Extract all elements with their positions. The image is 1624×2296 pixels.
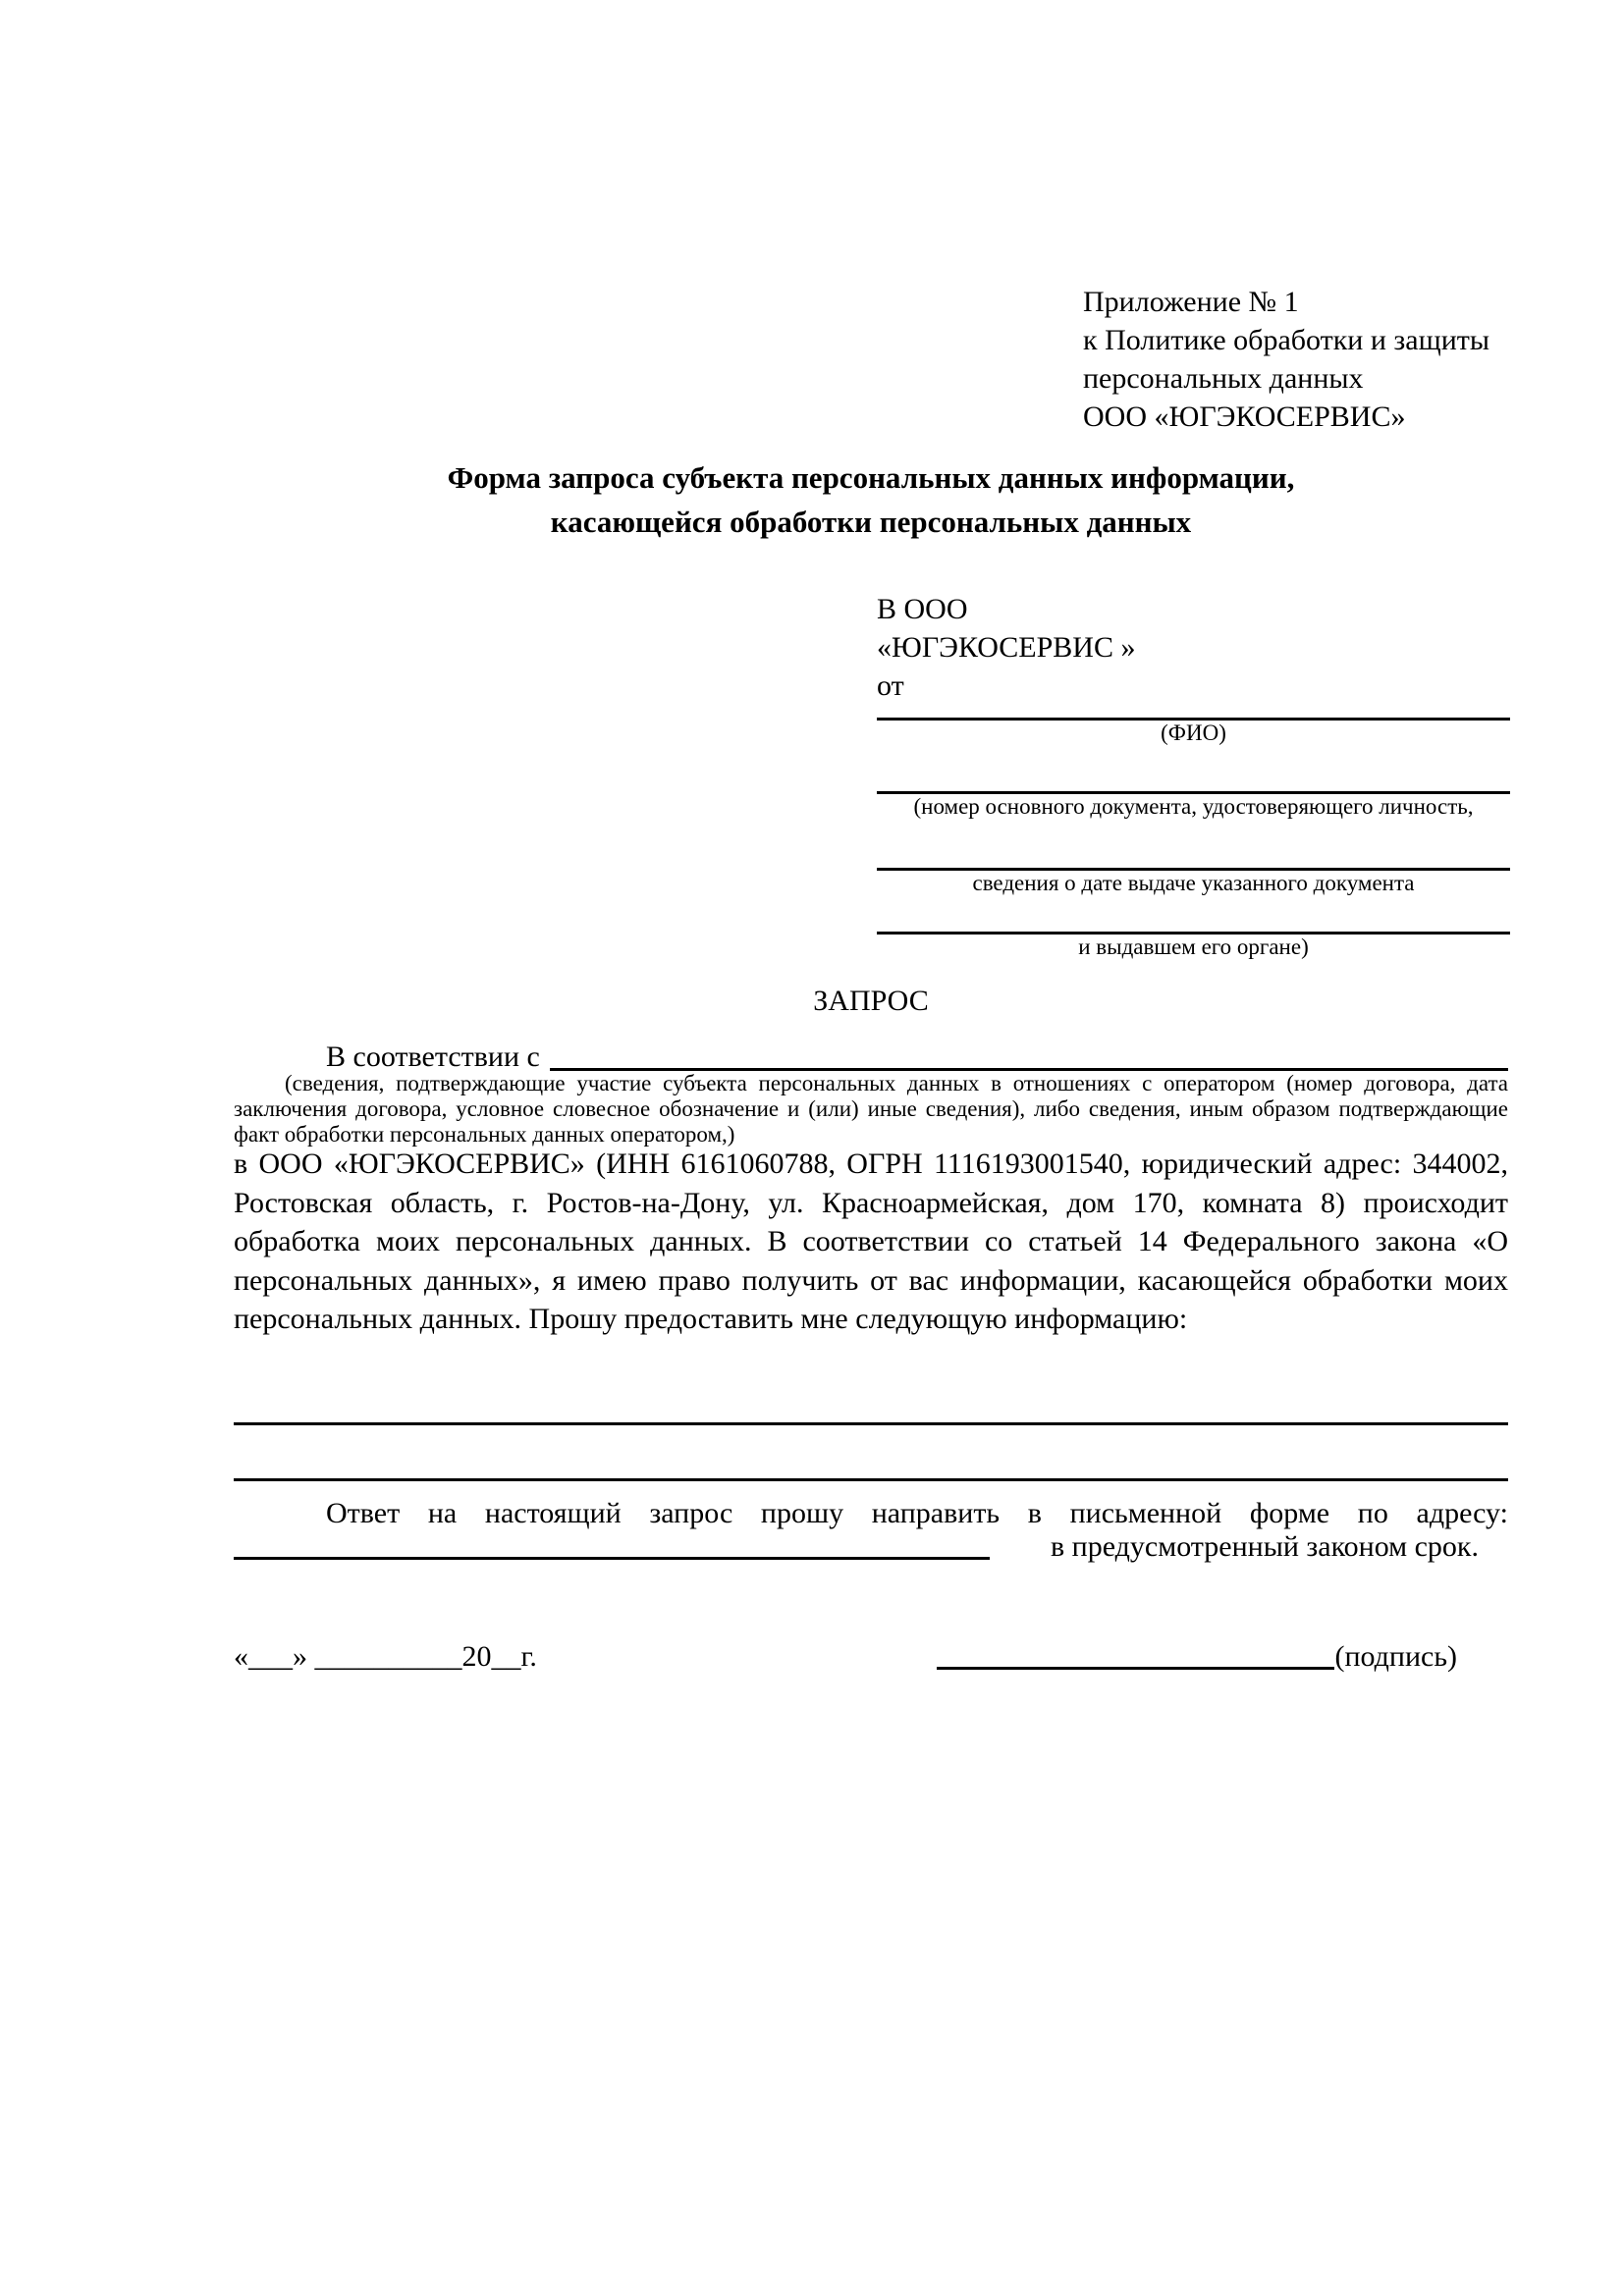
signature-blank-line (937, 1667, 1334, 1670)
addressee-block (877, 590, 1510, 960)
date-blank: «___» __________20__г. (234, 1640, 537, 1673)
body-paragraph: в ООО «ЮГЭКОСЕРВИС» (ИНН 6161060788, ОГРН 1116193001540, юридический адрес: 344002, Ростовская область, г. Ростов-на-Дону, ул. Красноармейская, дом 170, комната 8) происходит обработка моих персональных данных. В соответствии со статьей 14 Федерального закона «О персональных данных», я имею право получить от вас информации, касающейся обработки моих персональных данных. Прошу предоставить мне следующую информацию: (234, 1148, 1508, 1335)
intro-blank-line (550, 1038, 1508, 1071)
annex-line-1: Приложение № 1 (1083, 286, 1299, 318)
document-title-line-2: касающейся обработки персональных данных (550, 505, 1192, 539)
annex-line-4: ООО «ЮГЭКОСЕРВИС» (1083, 400, 1406, 433)
addressee-to-line-1: В ООО (877, 593, 968, 625)
footer-row (234, 1637, 1508, 1677)
intro-prefix: В соответствии с (326, 1041, 540, 1073)
fio-blank-line (877, 705, 1510, 721)
intro-caption: (сведения, подтверждающие участие субъекта персональных данных в отношениях с оператором (номер договора, дата заключения договора, условное словесное обозначение и (или) иные сведения), либо сведения, иным образом подтверждающие факт обработки персональных данных оператором,) (234, 1071, 1508, 1147)
document-title (234, 455, 1508, 544)
request-heading: ЗАПРОС (813, 985, 929, 1017)
information-blank-line-1 (234, 1422, 1508, 1425)
fio-caption: (ФИО) (1161, 721, 1226, 745)
address-blank-line (234, 1527, 990, 1560)
document-number-caption: (номер основного документа, удостоверяющего личность, (913, 794, 1474, 819)
annex-line-3: персональных данных (1083, 362, 1364, 395)
issue-date-caption: сведения о дате выдаче указанного документа (972, 871, 1415, 895)
document-title-line-1: Форма запроса субъекта персональных данных информации, (447, 460, 1295, 495)
address-row (234, 1527, 1508, 1566)
annex-line-2: к Политике обработки и защиты (1083, 324, 1490, 356)
addressee-from-label: от (877, 669, 904, 702)
information-blank-line-2 (234, 1478, 1508, 1481)
annex-header (1083, 283, 1489, 436)
issuing-authority-caption: и выдавшем его органе) (1078, 934, 1309, 959)
reply-sentence: Ответ на настоящий запрос прошу направить в письменной форме по адресу: (326, 1497, 1508, 1529)
reply-suffix: в предусмотренный законом срок. (1051, 1530, 1479, 1563)
signature-caption: (подпись) (1334, 1640, 1457, 1673)
signature-group (937, 1637, 1457, 1677)
addressee-to-line-2: «ЮГЭКОСЕРВИС » (877, 631, 1136, 664)
